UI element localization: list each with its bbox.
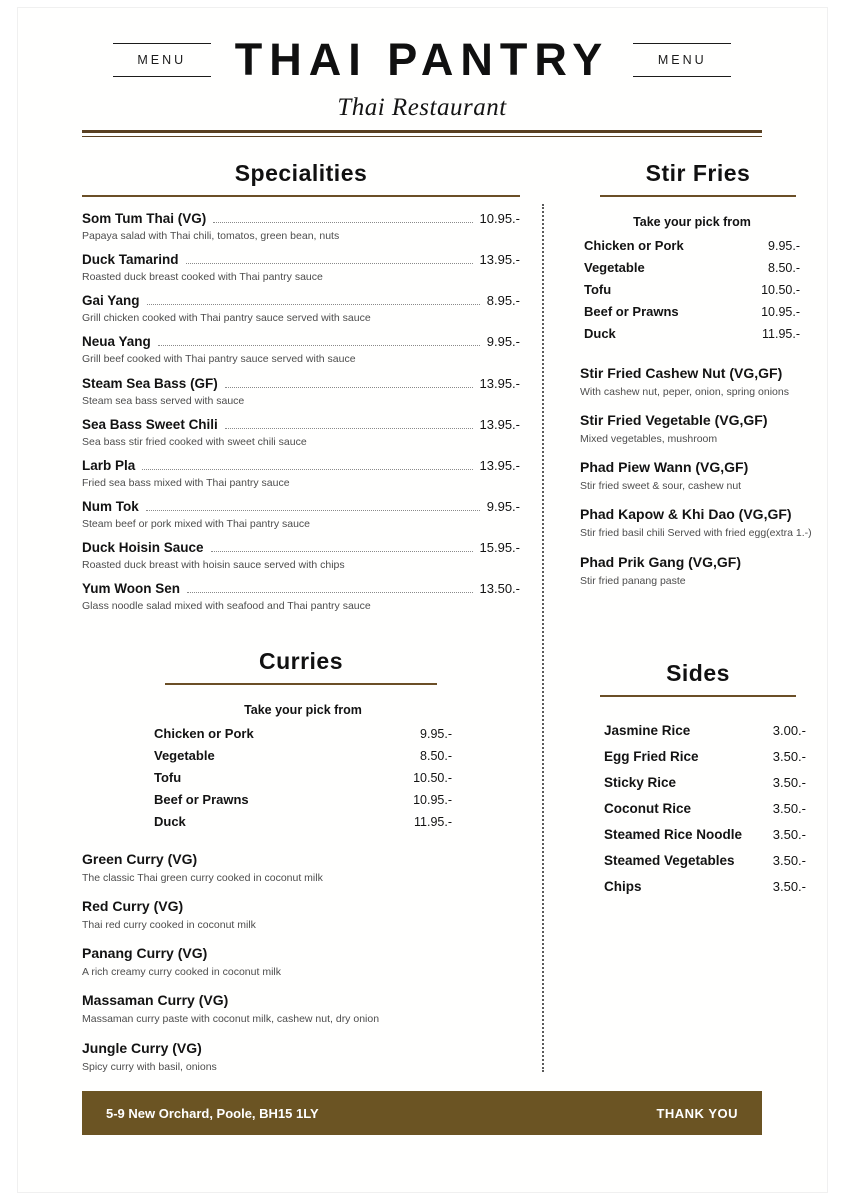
curries-pick-title: Take your pick from bbox=[244, 703, 362, 717]
list-item bbox=[82, 211, 520, 243]
dish-description: Papaya salad with Thai chili, tomatos, green bean, nuts bbox=[82, 230, 340, 242]
dish-description: Steam beef or pork mixed with Thai pantry sauce bbox=[82, 517, 311, 530]
dish-price: 13.95.- bbox=[479, 252, 520, 268]
dish-description: Spicy curry with basil, onions bbox=[82, 1060, 217, 1073]
restaurant-title: THAI PANTRY bbox=[234, 34, 610, 85]
menu-tag-right: MENU bbox=[633, 43, 731, 77]
list-item bbox=[82, 851, 520, 885]
menu-tag-left: MENU bbox=[113, 43, 211, 77]
leader-dots bbox=[146, 502, 480, 511]
side-price: 3.50.- bbox=[772, 775, 806, 790]
section-specialities bbox=[82, 160, 520, 613]
list-item bbox=[82, 992, 520, 1026]
pick-label: Tofu bbox=[584, 282, 612, 297]
list-item bbox=[584, 326, 800, 341]
dish-price: 15.95.- bbox=[479, 540, 520, 555]
dish-name: Steam Sea Bass (GF) bbox=[82, 375, 218, 391]
dish-description: Steam sea bass served with sauce bbox=[82, 394, 245, 407]
list-item bbox=[154, 726, 452, 741]
list-item bbox=[82, 540, 520, 572]
pick-label: Beef or Prawns bbox=[154, 792, 249, 807]
pick-label: Beef or Prawns bbox=[584, 304, 679, 319]
dish-description: With cashew nut, peper, onion, spring onions bbox=[580, 386, 789, 398]
dish-name: Duck Tamarind bbox=[82, 252, 179, 268]
side-label: Steamed Vegetables bbox=[604, 853, 735, 868]
restaurant-subtitle: Thai Restaurant bbox=[337, 94, 507, 121]
dish-description: Roasted duck breast with hoisin sauce served with chips bbox=[82, 559, 345, 571]
side-label: Jasmine Rice bbox=[604, 723, 691, 738]
list-item bbox=[82, 293, 520, 325]
dish-price: 9.95.- bbox=[486, 498, 520, 514]
stir-fries-heading: Stir Fries bbox=[645, 160, 751, 186]
dish-description: Fried sea bass mixed with Thai pantry sauce bbox=[82, 476, 290, 489]
list-item bbox=[604, 853, 806, 868]
list-item bbox=[154, 792, 452, 807]
leader-dots bbox=[142, 461, 472, 470]
header-rule-thick bbox=[82, 130, 762, 133]
dish-description: A rich creamy curry cooked in coconut milk bbox=[82, 966, 281, 979]
list-item bbox=[82, 581, 520, 613]
side-label: Steamed Rice Noodle bbox=[604, 827, 743, 842]
list-item bbox=[580, 554, 830, 588]
dish-name: Gai Yang bbox=[82, 293, 140, 309]
side-price: 3.50.- bbox=[772, 827, 806, 842]
dish-price: 13.95.- bbox=[479, 457, 520, 473]
dish-price: 13.95.- bbox=[479, 416, 520, 432]
dish-name: Jungle Curry (VG) bbox=[82, 1039, 202, 1056]
curries-list bbox=[82, 851, 520, 1074]
list-item bbox=[604, 723, 806, 738]
pick-price: 10.50.- bbox=[761, 283, 800, 297]
dish-description: Sea bass stir fried cooked with sweet chili sauce bbox=[82, 435, 307, 448]
specialities-heading: Specialities bbox=[234, 160, 368, 186]
dish-name: Phad Piew Wann (VG,GF) bbox=[580, 459, 749, 476]
dish-description: Glass noodle salad mixed with seafood and Thai pantry sauce bbox=[82, 600, 371, 613]
dish-name: Stir Fried Vegetable (VG,GF) bbox=[580, 412, 768, 429]
dish-description: Mixed vegetables, mushroom bbox=[580, 433, 718, 446]
list-item bbox=[82, 376, 520, 408]
menu-header bbox=[82, 34, 762, 122]
sides-list bbox=[566, 723, 830, 894]
section-stir-fries bbox=[566, 160, 830, 588]
side-price: 3.50.- bbox=[772, 853, 806, 868]
leader-dots bbox=[147, 296, 480, 305]
pick-label: Vegetable bbox=[154, 748, 215, 763]
list-item bbox=[82, 499, 520, 531]
stir-fries-pick-block bbox=[566, 215, 830, 341]
dish-description: Thai red curry cooked in coconut milk bbox=[82, 919, 256, 932]
list-item bbox=[604, 827, 806, 842]
list-item bbox=[604, 879, 806, 894]
dish-name: Panang Curry (VG) bbox=[82, 945, 208, 962]
pick-price: 11.95.- bbox=[414, 815, 452, 829]
leader-dots bbox=[158, 337, 480, 346]
pick-price: 9.95.- bbox=[420, 727, 452, 741]
pick-price: 10.50.- bbox=[413, 771, 452, 785]
leader-dots bbox=[211, 543, 473, 552]
stir-fries-list bbox=[566, 365, 830, 588]
list-item bbox=[82, 417, 520, 449]
list-item bbox=[154, 770, 452, 785]
list-item bbox=[580, 365, 830, 399]
stir-fries-pick-title: Take your pick from bbox=[633, 215, 751, 229]
menu-sheet bbox=[18, 8, 827, 1192]
column-divider bbox=[542, 204, 544, 1072]
list-item bbox=[584, 238, 800, 253]
pick-price: 9.95.- bbox=[768, 239, 800, 253]
dish-price: 10.95.- bbox=[479, 211, 520, 226]
list-item bbox=[82, 334, 520, 366]
footer-thanks: THANK YOU bbox=[656, 1105, 738, 1121]
dish-name: Neua Yang bbox=[82, 334, 151, 350]
list-item bbox=[604, 775, 806, 790]
curries-underline bbox=[165, 683, 437, 685]
footer-address: 5-9 New Orchard, Poole, BH15 1LY bbox=[106, 1105, 319, 1121]
pick-price: 10.95.- bbox=[413, 793, 452, 807]
list-item bbox=[604, 801, 806, 816]
header-row bbox=[82, 34, 762, 86]
dish-description: Stir fried panang paste bbox=[580, 574, 686, 587]
dish-name: Som Tum Thai (VG) bbox=[82, 211, 207, 226]
dish-name: Massaman Curry (VG) bbox=[82, 992, 229, 1009]
dish-name: Yum Woon Sen bbox=[82, 581, 181, 597]
list-item bbox=[580, 506, 830, 540]
dish-description: Roasted duck breast cooked with Thai pantry sauce bbox=[82, 271, 323, 284]
dish-price: 9.95.- bbox=[486, 334, 520, 350]
dish-description: Grill beef cooked with Thai pantry sauce served with sauce bbox=[82, 353, 356, 366]
pick-label: Tofu bbox=[154, 770, 182, 785]
pick-price: 11.95.- bbox=[762, 327, 800, 341]
sides-underline bbox=[600, 695, 796, 697]
leader-dots bbox=[225, 379, 473, 388]
leader-dots bbox=[225, 420, 473, 429]
section-curries bbox=[82, 648, 520, 1074]
header-rule-thin bbox=[82, 136, 762, 137]
dish-name: Larb Pla bbox=[82, 457, 136, 473]
leader-dots bbox=[186, 255, 473, 264]
list-item bbox=[604, 749, 806, 764]
stir-fries-underline bbox=[600, 195, 796, 197]
dish-name: Duck Hoisin Sauce bbox=[82, 540, 204, 555]
side-label: Coconut Rice bbox=[604, 801, 692, 816]
curries-pick-block bbox=[82, 703, 520, 829]
section-sides bbox=[566, 660, 830, 894]
pick-price: 8.50.- bbox=[420, 749, 452, 763]
list-item bbox=[82, 252, 520, 284]
dish-price: 13.50.- bbox=[479, 581, 520, 597]
dish-name: Num Tok bbox=[82, 498, 139, 514]
dish-description: Stir fried basil chili Served with fried egg(extra 1.-) bbox=[580, 527, 812, 540]
pick-label: Duck bbox=[584, 326, 616, 341]
dish-name: Green Curry (VG) bbox=[82, 851, 198, 867]
dish-name: Red Curry (VG) bbox=[82, 898, 184, 915]
side-label: Sticky Rice bbox=[604, 775, 677, 790]
list-item bbox=[154, 748, 452, 763]
leader-dots bbox=[187, 584, 473, 593]
side-price: 3.50.- bbox=[772, 879, 806, 894]
dish-description: The classic Thai green curry cooked in coconut milk bbox=[82, 872, 323, 884]
list-item bbox=[82, 1040, 520, 1074]
pick-label: Duck bbox=[154, 814, 186, 829]
list-item bbox=[154, 814, 452, 829]
dish-price: 13.95.- bbox=[479, 375, 520, 391]
list-item bbox=[82, 945, 520, 979]
list-item bbox=[584, 304, 800, 319]
list-item bbox=[580, 412, 830, 446]
dish-name: Sea Bass Sweet Chili bbox=[82, 416, 218, 432]
list-item bbox=[580, 459, 830, 493]
curries-heading: Curries bbox=[258, 648, 344, 674]
pick-label: Vegetable bbox=[584, 260, 645, 275]
dish-description: Massaman curry paste with coconut milk, cashew nut, dry onion bbox=[82, 1013, 380, 1026]
leader-dots bbox=[213, 214, 472, 223]
side-label: Chips bbox=[604, 879, 642, 894]
side-price: 3.50.- bbox=[772, 749, 806, 764]
sides-heading: Sides bbox=[666, 660, 730, 686]
specialities-underline bbox=[82, 195, 520, 197]
pick-label: Chicken or Pork bbox=[154, 726, 254, 741]
side-price: 3.00.- bbox=[772, 723, 806, 738]
pick-price: 10.95.- bbox=[761, 305, 800, 319]
dish-name: Phad Prik Gang (VG,GF) bbox=[580, 553, 742, 570]
list-item bbox=[584, 282, 800, 297]
list-item bbox=[82, 898, 520, 932]
pick-price: 8.50.- bbox=[768, 261, 800, 275]
side-price: 3.50.- bbox=[772, 801, 806, 816]
dish-description: Stir fried sweet & sour, cashew nut bbox=[580, 480, 742, 493]
menu-footer bbox=[82, 1091, 762, 1135]
dish-price: 8.95.- bbox=[486, 293, 520, 309]
list-item bbox=[584, 260, 800, 275]
dish-description: Grill chicken cooked with Thai pantry sauce served with sauce bbox=[82, 312, 371, 325]
dish-name: Phad Kapow & Khi Dao (VG,GF) bbox=[580, 506, 792, 523]
dish-name: Stir Fried Cashew Nut (VG,GF) bbox=[580, 365, 783, 381]
list-item bbox=[82, 458, 520, 490]
specialities-list bbox=[82, 211, 520, 613]
side-label: Egg Fried Rice bbox=[604, 749, 699, 764]
pick-label: Chicken or Pork bbox=[584, 238, 684, 253]
